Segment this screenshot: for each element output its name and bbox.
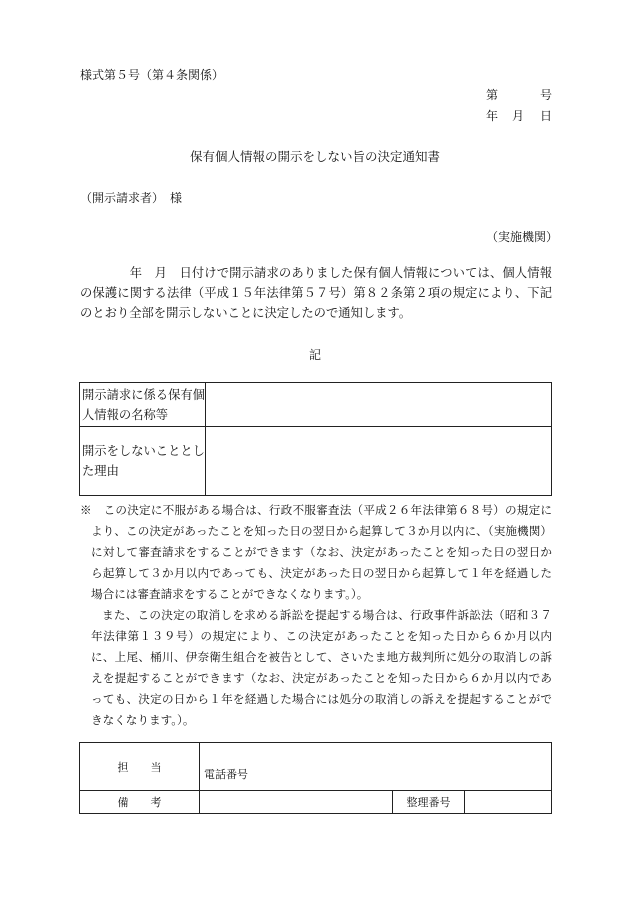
note-appeal: ※ この決定に不服がある場合は、行政不服審査法（平成２６年法律第６８号）の規定により、この決定があったことを知った日の翌日から起算して３か月以内に、（実施機関）に対して審査請求をすることができます（なお、決定があったことを知った日の翌日から起算して３か月以内であっても、決定があった日の翌日から起算して１年を経過した場合には審査請求をすることができなくなります。）。 [80,503,552,601]
file-number-label: 整理番号 [393,791,465,814]
file-number-value [465,791,552,814]
notice-body: 年 月 日付けで開示請求のありました保有個人情報については、個人情報の保護に関する法律（平成１５年法律第５７号）第８２条第２項の規定により、下記のとおり全部を開示しないことに決定したので通知します。 [80,266,552,320]
date-day: 日 [539,109,552,123]
person-in-charge-label: 担 当 [80,743,200,791]
date-year: 年 [486,109,499,123]
table-row [80,427,552,496]
requester-line: （開示請求者） 様 [80,191,183,205]
table-row [80,743,552,791]
footer-table [79,742,552,814]
row2-label: 開示をしないこととした理由 [80,427,206,496]
table-row [80,791,552,814]
row2-value [206,427,552,496]
remarks-label: 備 考 [80,791,200,814]
doc-number-suffix: 号 [539,88,552,102]
doc-number-prefix: 第 [486,88,499,102]
phone-number-label: 電話番号 [200,743,552,791]
note-lawsuit: また、この決定の取消しを求める訴訟を提起する場合は、行政事件訴訟法（昭和３７年法律第１３９号）の規定により、この決定があったことを知った日から６か月以内に、上尾、桶川、伊奈衛生組合を被告として、さいたま地方裁判所に処分の取消しの訴えを提起することができます（なお、決定があったことを知った日から６か月以内であっても、決定の日から１年を経過した場合には処分の取消しの訴えを提起することができなくなります。）。 [91,608,552,727]
form-number: 様式第５号（第４条関係） [80,68,225,82]
row1-label: 開示請求に係る保有個人情報の名称等 [80,383,206,427]
date-month: 月 [512,109,525,123]
row1-value [206,383,552,427]
document-title: 保有個人情報の開示をしない旨の決定通知書 [189,149,440,164]
decision-table [79,382,552,496]
implementing-organization: （実施機関） [486,230,559,244]
table-row [80,383,552,427]
ki-heading: 記 [308,348,321,362]
notes-section [80,500,552,731]
remarks-value [200,791,393,814]
